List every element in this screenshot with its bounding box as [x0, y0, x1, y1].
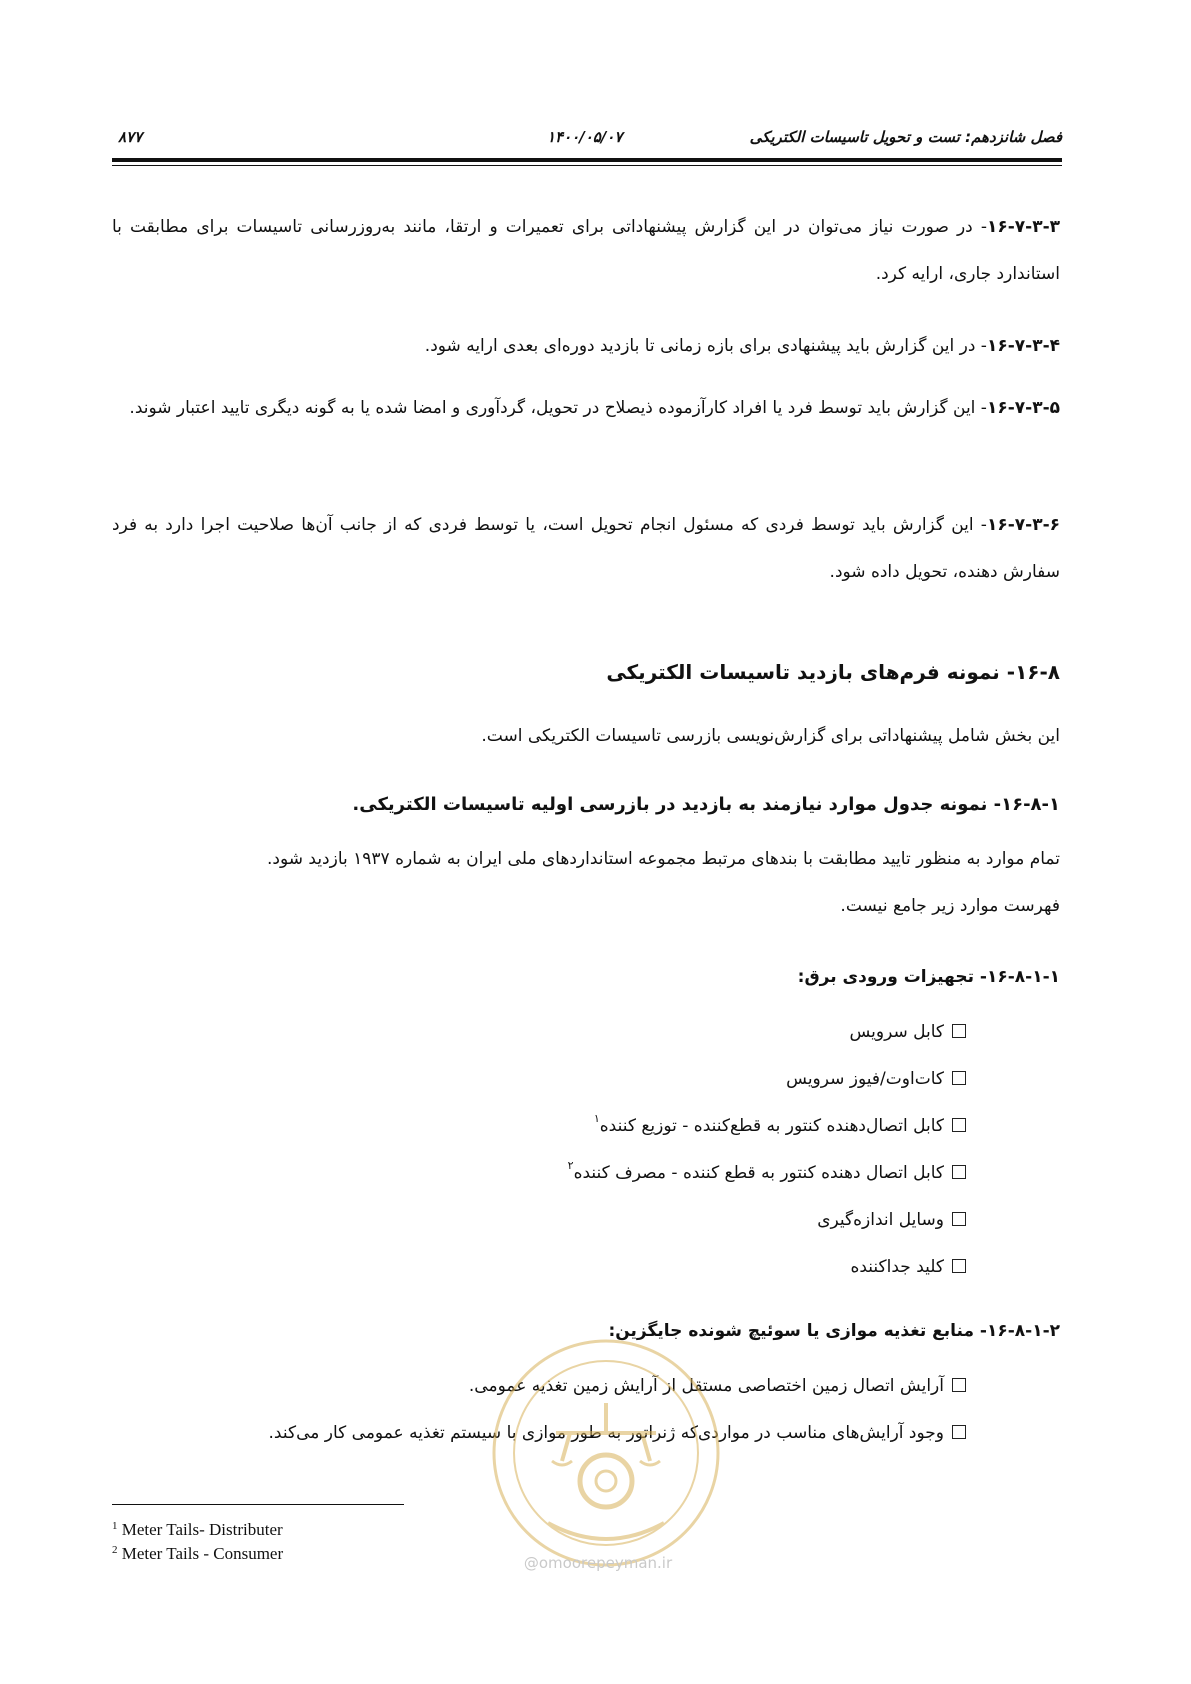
- chapter-title: فصل شانزدهم: تست و تحویل تاسیسات الکتریکی: [749, 128, 1062, 146]
- item-label: کات‌اوت/فیوز سرویس: [786, 1069, 944, 1089]
- clause-number: ۱۶-۷-۳-۵: [986, 398, 1060, 418]
- footnote-item: [112, 1542, 283, 1566]
- section-heading-16-8-1: ۱۶-۸-۱- نمونه جدول موارد نیازمند به بازدید در بازرسی اولیه تاسیسات الکتریکی.: [352, 794, 1060, 815]
- checkbox-icon[interactable]: [952, 1259, 966, 1273]
- item-label: کابل اتصال‌دهنده کنتور به قطع‌کننده - توزیع کننده: [599, 1116, 944, 1136]
- footnote-ref: ۲: [567, 1159, 574, 1172]
- checkbox-icon[interactable]: [952, 1425, 966, 1439]
- paragraph-16-7-3-4: [112, 323, 1060, 370]
- item-label: کابل اتصال دهنده کنتور به قطع کننده - مصرف کننده: [573, 1163, 944, 1183]
- item-label: وسایل اندازه‌گیری: [817, 1210, 944, 1230]
- paragraph-16-7-3-5: [112, 385, 1060, 432]
- header-rule-thick: [112, 158, 1062, 162]
- checklist-item: [112, 1150, 966, 1197]
- section-8-1-line-2: فهرست موارد زیر جامع نیست.: [840, 896, 1060, 916]
- page-number: ۸۷۷: [118, 128, 143, 146]
- footnote-separator: [112, 1504, 404, 1505]
- footnote-ref: ۱: [593, 1112, 600, 1125]
- page-header: [112, 128, 1062, 154]
- item-label: کلید جداکننده: [850, 1257, 944, 1277]
- checklist-item: [112, 1103, 966, 1150]
- watermark-url: @omoorepeyman.ir: [523, 1554, 673, 1572]
- checklist-item: [112, 1009, 966, 1056]
- item-label: وجود آرایش‌های مناسب در مواردی‌که ژنراتور به طور موازی با سیستم تغذیه عمومی کار می‌کند.: [268, 1423, 944, 1443]
- checklist-incoming-equipment: [112, 1009, 966, 1291]
- checklist-item: [112, 1244, 966, 1291]
- paragraph-16-7-3-3: [112, 204, 1060, 298]
- checkbox-icon[interactable]: [952, 1118, 966, 1132]
- section-8-1-line-1: تمام موارد به منظور تایید مطابقت با بندهای مرتبط مجموعه استانداردهای ملی ایران به شماره ۱۹۳۷ بازدید شود.: [267, 849, 1060, 869]
- checkbox-icon[interactable]: [952, 1212, 966, 1226]
- section-heading-16-8-1-2: ۱۶-۸-۱-۲- منابع تغذیه موازی یا سوئیچ شونده جایگزین:: [608, 1321, 1060, 1341]
- footnotes: [112, 1518, 283, 1566]
- checkbox-icon[interactable]: [952, 1378, 966, 1392]
- item-label: کابل سرویس: [849, 1022, 944, 1042]
- checkbox-icon[interactable]: [952, 1024, 966, 1038]
- checklist-item: [112, 1197, 966, 1244]
- checklist-item: [112, 1056, 966, 1103]
- clause-text: - در صورت نیاز می‌توان در این گزارش پیشنهاداتی برای تعمیرات و ارتقا، مانند به‌روزرسانی تاسیسات برای مطابقت با استاندارد جاری، ارایه کرد.: [112, 217, 1060, 284]
- footnote-item: [112, 1518, 283, 1542]
- watermark-seal-icon: [486, 1333, 726, 1573]
- clause-number: ۱۶-۷-۳-۳: [986, 217, 1060, 237]
- header-date: ۱۴۰۰/۰۵/۰۷: [547, 128, 623, 146]
- clause-text: - در این گزارش باید پیشنهادی برای بازه زمانی تا بازدید دوره‌ای بعدی ارایه شود.: [424, 336, 987, 356]
- footnote-mark: 1: [112, 1520, 118, 1532]
- section-intro: این بخش شامل پیشنهاداتی برای گزارش‌نویسی بازرسی تاسیسات الکتریکی است.: [481, 726, 1060, 746]
- clause-text: - این گزارش باید توسط فرد یا افراد کارآزموده ذیصلاح در تحویل، گردآوری و امضا شده یا به گونه دیگری تایید اعتبار شوند.: [129, 398, 987, 418]
- clause-number: ۱۶-۷-۳-۶: [986, 515, 1060, 535]
- footnote-mark: 2: [112, 1544, 118, 1556]
- clause-number: ۱۶-۷-۳-۴: [986, 336, 1060, 356]
- item-label: آرایش اتصال زمین اختصاصی مستقل از آرایش زمین تغذیه عمومی.: [468, 1376, 944, 1396]
- footnote-text: Meter Tails- Distributer: [117, 1520, 283, 1539]
- paragraph-16-7-3-6: [112, 502, 1060, 596]
- section-heading-16-8-1-1: ۱۶-۸-۱-۱- تجهیزات ورودی برق:: [797, 967, 1060, 987]
- checkbox-icon[interactable]: [952, 1165, 966, 1179]
- clause-text: - این گزارش باید توسط فردی که مسئول انجام تحویل است، یا توسط فردی که از جانب آن‌ها صلاحیت اجرا دارد به فرد سفارش دهنده، تحویل داده شود.: [112, 515, 1060, 582]
- section-heading-16-8: ۱۶-۸- نمونه فرم‌های بازدید تاسیسات الکتریکی: [606, 660, 1060, 684]
- checkbox-icon[interactable]: [952, 1071, 966, 1085]
- footnote-text: Meter Tails - Consumer: [117, 1544, 284, 1563]
- header-rule-thin: [112, 165, 1062, 166]
